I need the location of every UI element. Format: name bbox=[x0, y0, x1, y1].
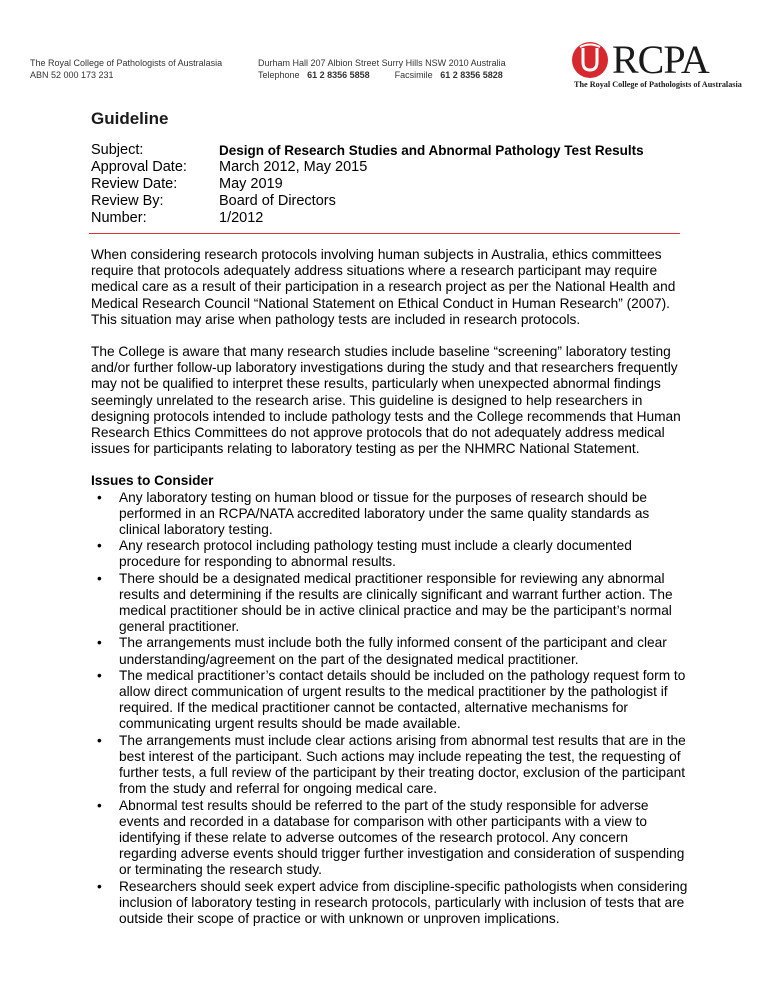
org-info bbox=[30, 57, 222, 81]
logo-tagline: The Royal College of Pathologists of Australasia bbox=[574, 80, 742, 89]
list-item bbox=[97, 798, 689, 879]
phone-fax-line bbox=[258, 69, 506, 81]
facsimile-number: 61 2 8356 5828 bbox=[440, 70, 503, 80]
issues-list bbox=[91, 490, 689, 927]
meta-label: Approval Date: bbox=[91, 159, 187, 175]
list-item bbox=[97, 538, 689, 570]
intro-paragraph: When considering research protocols involving human subjects in Australia, ethics committees require that protocols adequately address situations where a research participant may require medical care as a result of their participation in a research project as per the National Health and Medical Research Council “National Statement on Ethical Conduct in Human Research” (2007). This situation may arise when pathology tests are included in research protocols. bbox=[91, 247, 676, 327]
list-item-text: Abnormal test results should be referred to the part of the study responsible for adverse events and recorded in a database for comparison with other participants with a view to identifying if these relate to adverse outcomes of the research protocol. Any concern regarding adverse events should trigger further investigation and consideration of suspending or terminating the research study. bbox=[119, 797, 685, 878]
approval-date-value: March 2012, May 2015 bbox=[219, 159, 368, 175]
document-body bbox=[91, 247, 689, 927]
list-item-text: The arrangements must include both the fully informed consent of the participant and clear understanding/agreement on the part of the designated medical practitioner. bbox=[119, 635, 667, 667]
list-item-text: Any laboratory testing on human blood or tissue for the purposes of research should be performed in an RCPA/NATA accredited laboratory under the same quality standards as clinical laboratory testing. bbox=[119, 489, 650, 538]
contact-info bbox=[258, 57, 506, 81]
meta-row-review-by bbox=[91, 193, 644, 210]
telephone-label: Telephone bbox=[258, 70, 300, 80]
meta-row-subject bbox=[91, 142, 644, 159]
bullet-icon: • bbox=[97, 667, 102, 683]
list-item bbox=[97, 571, 689, 636]
document-metadata bbox=[91, 142, 644, 227]
meta-row-review-date bbox=[91, 176, 644, 193]
header-divider bbox=[89, 233, 680, 234]
bullet-icon: • bbox=[97, 635, 102, 651]
list-item-text: The medical practitioner’s contact details should be included on the pathology request form to allow direct communication of urgent results to the medical practitioner by the pathologist if required. If the medical practitioner cannot be contacted, alternative mechanisms for communicating urgent results should be made available. bbox=[119, 667, 686, 732]
address: Durham Hall 207 Albion Street Surry Hills NSW 2010 Australia bbox=[258, 58, 506, 68]
list-item-text: Any research protocol including pathology testing must include a clearly documented procedure for responding to abnormal results. bbox=[119, 538, 632, 570]
subject-value: Design of Research Studies and Abnormal Pathology Test Results bbox=[219, 143, 644, 158]
list-item bbox=[97, 879, 689, 928]
telephone-number: 61 2 8356 5858 bbox=[307, 70, 370, 80]
list-item-text: Researchers should seek expert advice from discipline-specific pathologists when considering inclusion of laboratory testing in research protocols, particularly with inclusion of tests that are outside their scope of practice or with unknown or unproven implications. bbox=[119, 878, 688, 926]
bullet-icon: • bbox=[97, 878, 102, 894]
document-type-heading: Guideline bbox=[91, 109, 169, 128]
review-date-value: May 2019 bbox=[219, 176, 283, 192]
meta-label: Subject: bbox=[91, 142, 144, 158]
bullet-icon: • bbox=[97, 538, 102, 554]
rcpa-logo bbox=[570, 38, 742, 96]
issues-heading: Issues to Consider bbox=[91, 473, 214, 489]
college-paragraph: The College is aware that many research studies include baseline “screening” laboratory testing and/or further follow-up laboratory investigations during the study and that researchers frequently may not be qualified to interpret these results, particularly when unexpected abnormal findings seemingly unrelated to the research arise. This guideline is designed to help researchers in designing protocols intended to include pathology tests and the College recommends that Human Research Ethics Committees do not approve protocols that do not adequately address medical issues for participants relating to laboratory testing as per the NHMRC National Statement. bbox=[91, 344, 681, 457]
review-by-value: Board of Directors bbox=[219, 193, 336, 209]
meta-row-number bbox=[91, 210, 644, 227]
list-item bbox=[97, 668, 689, 733]
meta-label: Number: bbox=[91, 210, 147, 226]
list-item-text: The arrangements must include clear actions arising from abnormal test results that are in the best interest of the participant. Such actions may include repeating the test, the requesting of further tests, a full review of the participant by their treating doctor, exclusion of the participant from the study and referral for ongoing medical care. bbox=[119, 732, 686, 797]
org-abn: ABN 52 000 173 231 bbox=[30, 70, 114, 80]
list-item bbox=[97, 733, 689, 798]
number-value: 1/2012 bbox=[219, 210, 264, 226]
list-item bbox=[97, 635, 689, 667]
list-item bbox=[97, 490, 689, 539]
facsimile-label: Facsimile bbox=[394, 70, 433, 80]
logo-wordmark: RCPA bbox=[612, 37, 709, 82]
bullet-icon: • bbox=[97, 732, 102, 748]
bullet-icon: • bbox=[97, 570, 102, 586]
logo-emblem-icon bbox=[570, 38, 614, 82]
meta-label: Review By: bbox=[91, 193, 164, 209]
bullet-icon: • bbox=[97, 489, 102, 505]
meta-row-approval-date bbox=[91, 159, 644, 176]
org-name: The Royal College of Pathologists of Australasia bbox=[30, 58, 223, 68]
bullet-icon: • bbox=[97, 797, 102, 813]
list-item-text: There should be a designated medical practitioner responsible for reviewing any abnormal results and determining if the results are clinically significant and warrant further action. The medical practitioner should be in active clinical practice and may be the participant’s normal general practitioner. bbox=[119, 570, 673, 635]
meta-label: Review Date: bbox=[91, 176, 178, 192]
